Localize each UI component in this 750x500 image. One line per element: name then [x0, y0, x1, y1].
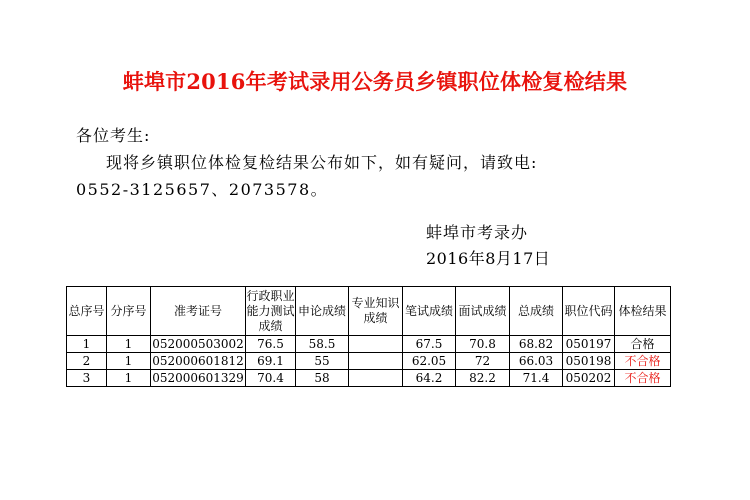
cell-total-no: 1	[67, 336, 107, 353]
cell-exam-result: 不合格	[615, 353, 671, 370]
cell-written-score: 64.2	[403, 370, 456, 387]
table-row	[67, 336, 671, 353]
cell-interview-score: 72	[456, 353, 510, 370]
cell-position-code: 050198	[563, 353, 615, 370]
cell-total-score: 71.4	[510, 370, 563, 387]
cell-exam-result: 合格	[615, 336, 671, 353]
header-essay-score: 申论成绩	[296, 287, 349, 336]
header-position-code: 职位代码	[563, 287, 615, 336]
notice-body: 现将乡镇职位体检复检结果公布如下，如有疑问，请致电:	[106, 153, 538, 172]
cell-sub-no: 1	[107, 336, 151, 353]
header-professional-score: 专业知识成绩	[349, 287, 403, 336]
cell-exam-id: 052000601329	[152, 371, 244, 385]
header-exam-result: 体检结果	[615, 287, 671, 336]
cell-essay-score: 58.5	[296, 336, 349, 353]
cell-aptitude-score: 76.5	[246, 336, 296, 353]
cell-total-no: 2	[67, 353, 107, 370]
contact-phone: 0552-3125657、2073578。	[76, 180, 329, 199]
table-row	[67, 370, 671, 387]
issuer: 蚌埠市考录办	[426, 223, 529, 242]
cell-professional-score	[349, 370, 403, 387]
cell-essay-score: 58	[296, 370, 349, 387]
cell-sub-no: 1	[107, 370, 151, 387]
cell-position-code: 050197	[563, 336, 615, 353]
cell-professional-score	[349, 353, 403, 370]
cell-aptitude-score: 69.1	[246, 353, 296, 370]
header-total-score: 总成绩	[510, 287, 563, 336]
cell-written-score: 67.5	[403, 336, 456, 353]
cell-sub-no: 1	[107, 353, 151, 370]
results-table	[66, 286, 671, 387]
cell-exam-id: 052000601812	[152, 354, 244, 368]
table-row	[67, 353, 671, 370]
salutation: 各位考生:	[76, 126, 151, 145]
header-sub-no: 分序号	[107, 287, 151, 336]
page-title: 蚌埠市2016年考试录用公务员乡镇职位体检复检结果	[122, 69, 628, 94]
header-aptitude-score: 行政职业能力测试成绩	[246, 287, 296, 336]
cell-total-score: 66.03	[510, 353, 563, 370]
cell-interview-score: 82.2	[456, 370, 510, 387]
table-header-row	[67, 287, 671, 336]
issue-date: 2016年8月17日	[426, 249, 551, 268]
cell-exam-result: 不合格	[615, 370, 671, 387]
cell-exam-id: 052000503002	[152, 337, 244, 351]
cell-total-no: 3	[67, 370, 107, 387]
cell-position-code: 050202	[563, 370, 615, 387]
cell-professional-score	[349, 336, 403, 353]
cell-written-score: 62.05	[403, 353, 456, 370]
cell-aptitude-score: 70.4	[246, 370, 296, 387]
cell-interview-score: 70.8	[456, 336, 510, 353]
header-total-no: 总序号	[67, 287, 107, 336]
header-exam-id: 准考证号	[151, 287, 246, 336]
cell-total-score: 68.82	[510, 336, 563, 353]
header-interview-score: 面试成绩	[456, 287, 510, 336]
header-written-score: 笔试成绩	[403, 287, 456, 336]
cell-essay-score: 55	[296, 353, 349, 370]
